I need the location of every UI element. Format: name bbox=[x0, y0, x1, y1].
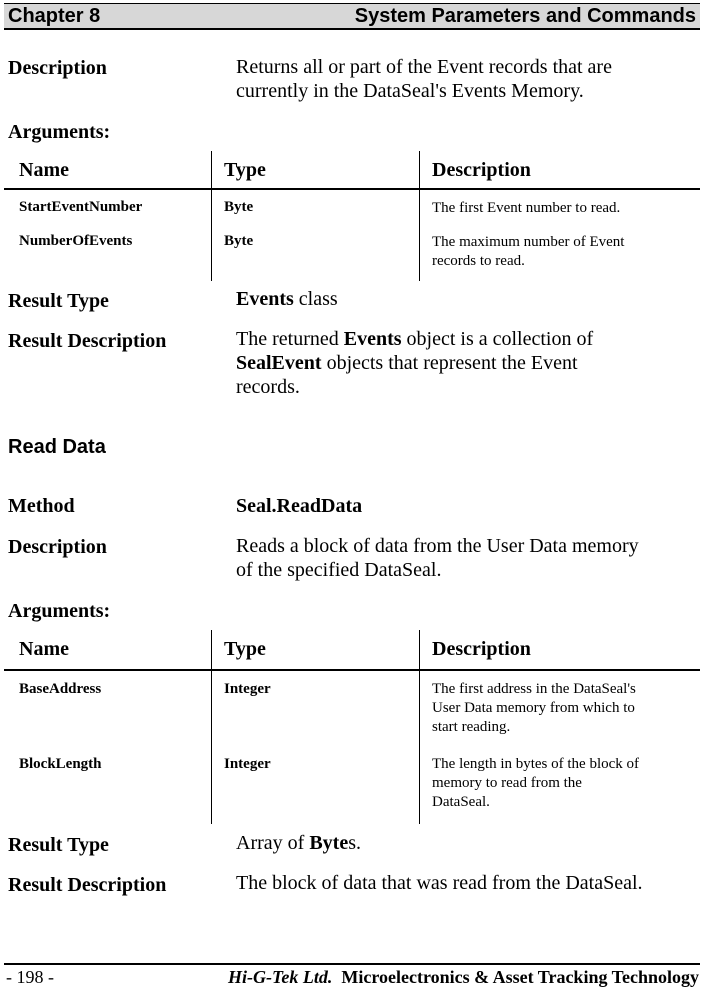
row-type: Byte bbox=[224, 233, 254, 249]
result-description-line bbox=[236, 327, 704, 351]
row-description-line: start reading. bbox=[432, 719, 511, 735]
table-header-rule bbox=[4, 669, 700, 671]
result-description-label: Result Description bbox=[8, 874, 167, 896]
col-header-type: Type bbox=[224, 638, 266, 660]
row-type: Integer bbox=[224, 756, 271, 772]
row-description-line: DataSeal. bbox=[432, 794, 490, 810]
row-description-line: User Data memory from which to bbox=[432, 700, 635, 716]
col-header-name: Name bbox=[19, 159, 69, 181]
row-description bbox=[432, 680, 636, 737]
row-description-line: The length in bytes of the block of bbox=[432, 756, 640, 772]
row-type: Integer bbox=[224, 681, 271, 697]
row-name: NumberOfEvents bbox=[19, 233, 133, 249]
method-value: Seal.ReadData bbox=[236, 495, 363, 517]
row-description-line: The first address in the DataSeal's bbox=[432, 681, 636, 697]
result-type-class: Events bbox=[236, 288, 294, 310]
description-line: currently in the DataSeal's Events Memory. bbox=[236, 80, 584, 102]
text-span-bold: Events bbox=[343, 328, 402, 350]
row-description-line: The maximum number of Event bbox=[432, 234, 625, 250]
row-description-line: records to read. bbox=[432, 253, 525, 269]
description-text bbox=[236, 55, 704, 103]
col-header-name: Name bbox=[19, 638, 69, 660]
section-title: Read Data bbox=[8, 436, 106, 458]
description-label: Description bbox=[8, 57, 107, 79]
result-type-label: Result Type bbox=[8, 834, 109, 856]
page-number: - 198 - bbox=[6, 967, 54, 987]
description-line: Reads a block of data from the User Data memory bbox=[236, 535, 639, 557]
row-description bbox=[432, 233, 624, 271]
arguments-label: Arguments: bbox=[8, 600, 111, 622]
result-description-text: The block of data that was read from the DataSeal. bbox=[236, 872, 643, 894]
chapter-label: Chapter 8 bbox=[8, 5, 101, 27]
row-description-line: memory to read from the bbox=[432, 775, 582, 791]
text-span-bold: Byte bbox=[309, 832, 349, 854]
footer-rule bbox=[4, 963, 700, 965]
description-line: of the specified DataSeal. bbox=[236, 559, 442, 581]
table-column-divider bbox=[419, 630, 420, 824]
table-column-divider bbox=[211, 151, 212, 281]
col-header-description: Description bbox=[432, 638, 531, 660]
result-description-label: Result Description bbox=[8, 330, 167, 352]
row-description bbox=[432, 199, 620, 218]
result-type-suffix: class bbox=[293, 288, 338, 310]
row-type: Byte bbox=[224, 199, 254, 215]
page-header bbox=[4, 3, 700, 30]
result-description-text bbox=[236, 327, 704, 399]
description-label: Description bbox=[8, 536, 107, 558]
row-name: BlockLength bbox=[19, 756, 102, 772]
description-line: Returns all or part of the Event records that are bbox=[236, 56, 612, 78]
table-header-rule bbox=[4, 188, 700, 190]
row-name: BaseAddress bbox=[19, 681, 102, 697]
result-description-line: records. bbox=[236, 376, 300, 398]
text-span: objects that represent the Event bbox=[321, 352, 578, 374]
company-tagline: Microelectronics & Asset Tracking Technology bbox=[341, 967, 699, 987]
text-span-bold: SealEvent bbox=[236, 352, 322, 374]
table-column-divider bbox=[211, 630, 212, 824]
text-span: Array of bbox=[236, 832, 310, 854]
chapter-title: System Parameters and Commands bbox=[354, 5, 696, 27]
footer-company bbox=[228, 967, 699, 988]
text-span: object is a collection of bbox=[401, 328, 594, 350]
description-text bbox=[236, 534, 704, 582]
text-span: s. bbox=[348, 832, 361, 854]
result-description-line bbox=[236, 351, 704, 375]
col-header-description: Description bbox=[432, 159, 531, 181]
arguments-label: Arguments: bbox=[8, 121, 111, 143]
row-name: StartEventNumber bbox=[19, 199, 143, 215]
method-label: Method bbox=[8, 495, 75, 517]
result-type-label: Result Type bbox=[8, 290, 109, 312]
col-header-type: Type bbox=[224, 159, 266, 181]
table-column-divider bbox=[419, 151, 420, 281]
company-name: Hi-G-Tek Ltd. bbox=[228, 967, 333, 987]
row-description-line: The first Event number to read. bbox=[432, 200, 621, 216]
row-description bbox=[432, 755, 639, 812]
result-type-value bbox=[236, 831, 704, 855]
text-span: The returned bbox=[236, 328, 344, 350]
result-type-value bbox=[236, 287, 704, 311]
